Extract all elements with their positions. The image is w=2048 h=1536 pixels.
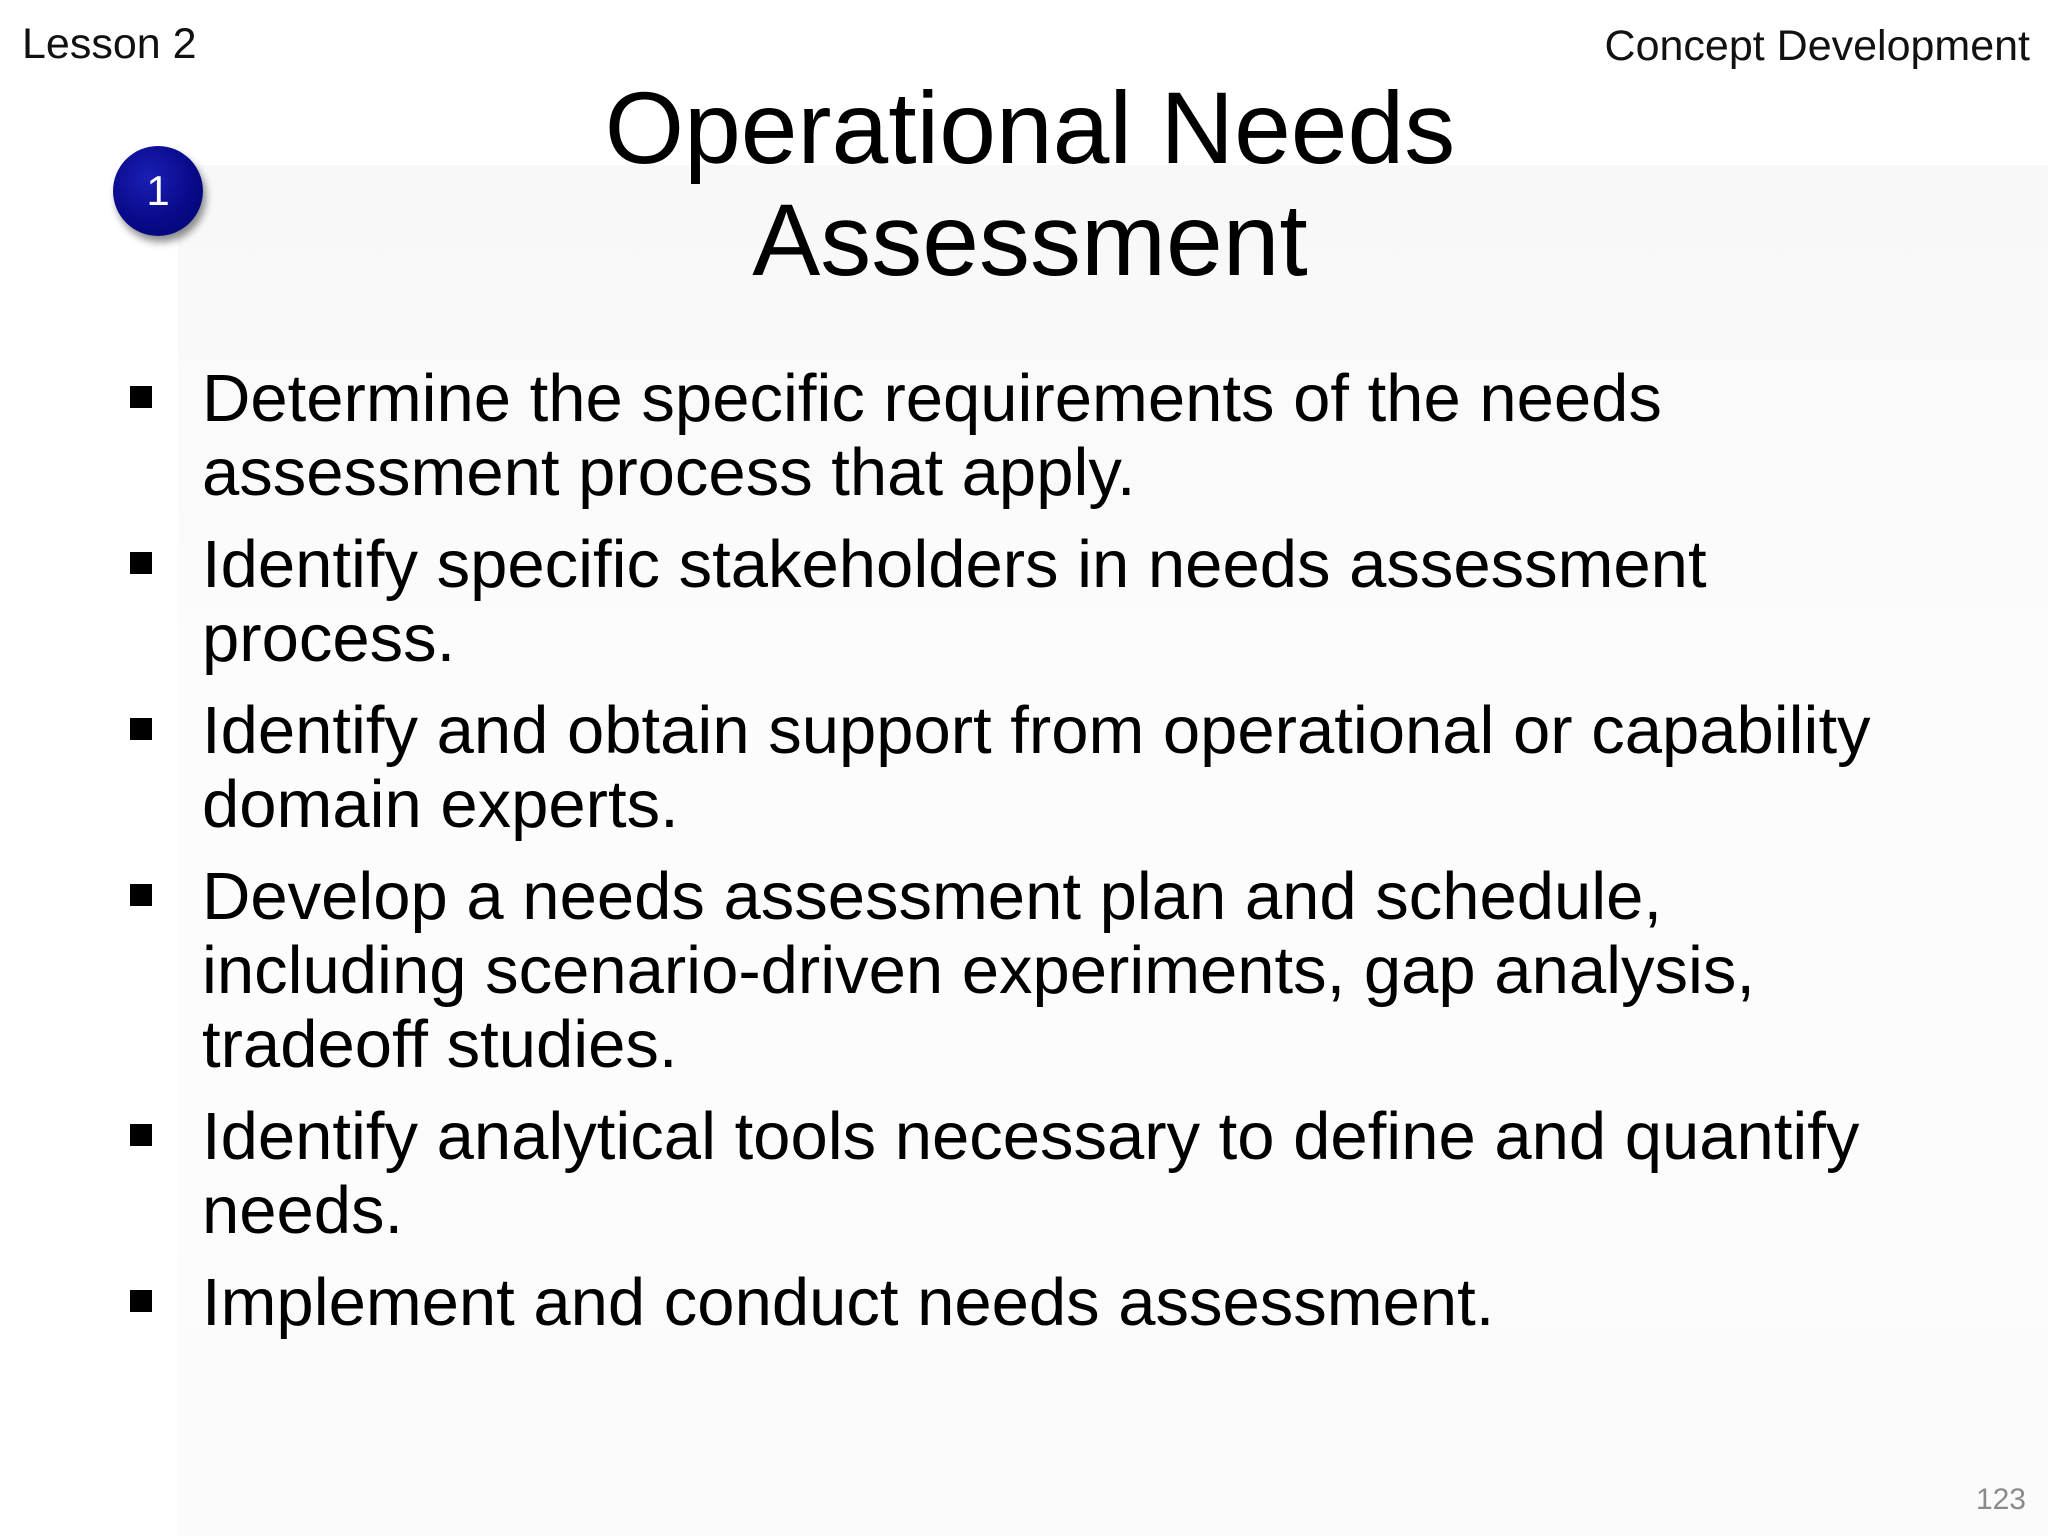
bullet-item: [126, 528, 1906, 676]
bullet-item: [126, 362, 1906, 510]
bullet-item: [126, 1266, 1906, 1340]
bullet-text: Identify and obtain support from operational or capability domain experts.: [202, 693, 1871, 842]
bullet-text: Identify analytical tools necessary to define and quantify needs.: [202, 1099, 1860, 1248]
square-bullet-icon: [130, 386, 152, 408]
lesson-label: Lesson 2: [22, 20, 197, 68]
bullet-list: [126, 362, 1906, 1358]
slide-title: [350, 72, 1710, 296]
bullet-item: [126, 860, 1906, 1082]
slide-title-line-2: Assessment: [752, 183, 1308, 297]
bullet-item: [126, 1100, 1906, 1248]
bullet-text: Identify specific stakeholders in needs assessment process.: [202, 527, 1707, 676]
bullet-text: Implement and conduct needs assessment.: [202, 1265, 1495, 1340]
square-bullet-icon: [130, 1290, 152, 1312]
bullet-text: Determine the specific requirements of the needs assessment process that apply.: [202, 361, 1662, 510]
square-bullet-icon: [130, 718, 152, 740]
page-number: 123: [1975, 1483, 2026, 1516]
bullet-item: [126, 694, 1906, 842]
slide-title-line-1: Operational Needs: [604, 71, 1456, 185]
bullet-text: Develop a needs assessment plan and schedule, including scenario-driven experiments, gap analysis, tradeoff studies.: [202, 859, 1755, 1082]
section-label: Concept Development: [1604, 22, 2030, 70]
square-bullet-icon: [130, 884, 152, 906]
step-number-badge: 1: [113, 146, 203, 236]
square-bullet-icon: [130, 552, 152, 574]
square-bullet-icon: [130, 1124, 152, 1146]
